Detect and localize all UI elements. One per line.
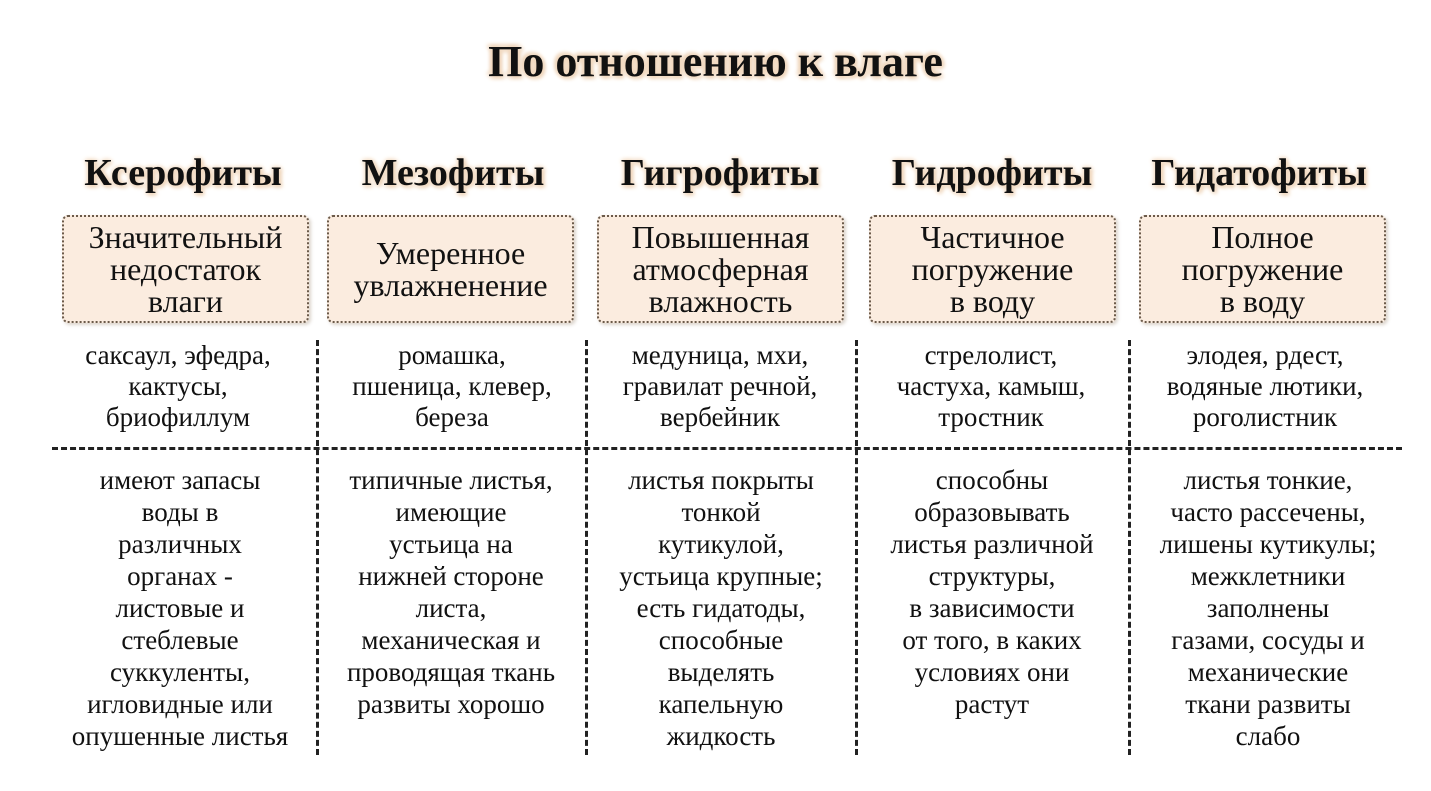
examples-hygrophytes: [588, 340, 852, 440]
features-hygrophytes: листья покрыты тонкой кутикулой, устьица крупные; есть гидатоды, способные выделять капельную жидкость: [619, 465, 823, 751]
column-divider: [855, 340, 858, 755]
condition-text: Частичное погружение в воду: [911, 219, 1074, 319]
condition-box-hydrophytes: [869, 215, 1116, 323]
condition-box-mesophytes: [327, 215, 574, 323]
examples-hydatophytes: [1132, 340, 1398, 440]
condition-text: Значительный недостаток влаги: [88, 219, 283, 319]
examples-text: ромашка, пшеница, клевер, береза: [352, 340, 552, 432]
examples-text: медуница, мхи, гравилат речной, вербейник: [622, 340, 818, 432]
features-mesophytes: типичные листья, имеющие устьица на нижней стороне листа, механическая и проводящая ткань развиты хорошо: [346, 465, 556, 719]
features-hydrophytes: способны образовывать листья различной структуры, в зависимости от того, в каких условиях они растут: [890, 465, 1094, 719]
examples-text: саксаул, эфедра, кактусы, бриофиллум: [85, 340, 271, 432]
column-divider: [316, 340, 319, 755]
features-hydatophytes: листья тонкие, часто рассечены, лишены кутикулы; межклетники заполнены газами, сосуды и механические ткани развиты слабо: [1159, 465, 1377, 751]
horizontal-divider: [52, 447, 1402, 450]
condition-text: Умеренное увлажненение: [353, 235, 548, 303]
condition-text: Полное погружение в воду: [1181, 219, 1344, 319]
column-header-mesophytes: Мезофиты: [361, 152, 545, 194]
examples-hydrophytes: [858, 340, 1124, 440]
features-xerophytes: имеют запасы воды в различных органах - листовые и стеблевые суккуленты, игловидные или опушенные листья: [71, 465, 289, 751]
column-header-hydrophytes: Гидрофиты: [891, 152, 1093, 194]
column-header-hygrophytes: Гигрофиты: [620, 152, 820, 194]
examples-text: стрелолист, частуха, камыш, тростник: [896, 340, 1086, 432]
column-header-xerophytes: Ксерофиты: [84, 152, 282, 194]
condition-box-xerophytes: [62, 215, 309, 323]
condition-box-hydatophytes: [1139, 215, 1386, 323]
examples-xerophytes: [46, 340, 310, 440]
page-title: По отношению к влаге: [488, 37, 943, 86]
column-divider: [585, 340, 588, 755]
column-header-hydatophytes: Гидатофиты: [1151, 152, 1367, 194]
examples-mesophytes: [320, 340, 584, 440]
condition-box-hygrophytes: [597, 215, 844, 323]
examples-text: элодея, рдест, водяные лютики, роголистник: [1166, 340, 1364, 432]
condition-text: Повышенная атмосферная влажность: [631, 219, 810, 319]
column-divider: [1128, 340, 1131, 755]
